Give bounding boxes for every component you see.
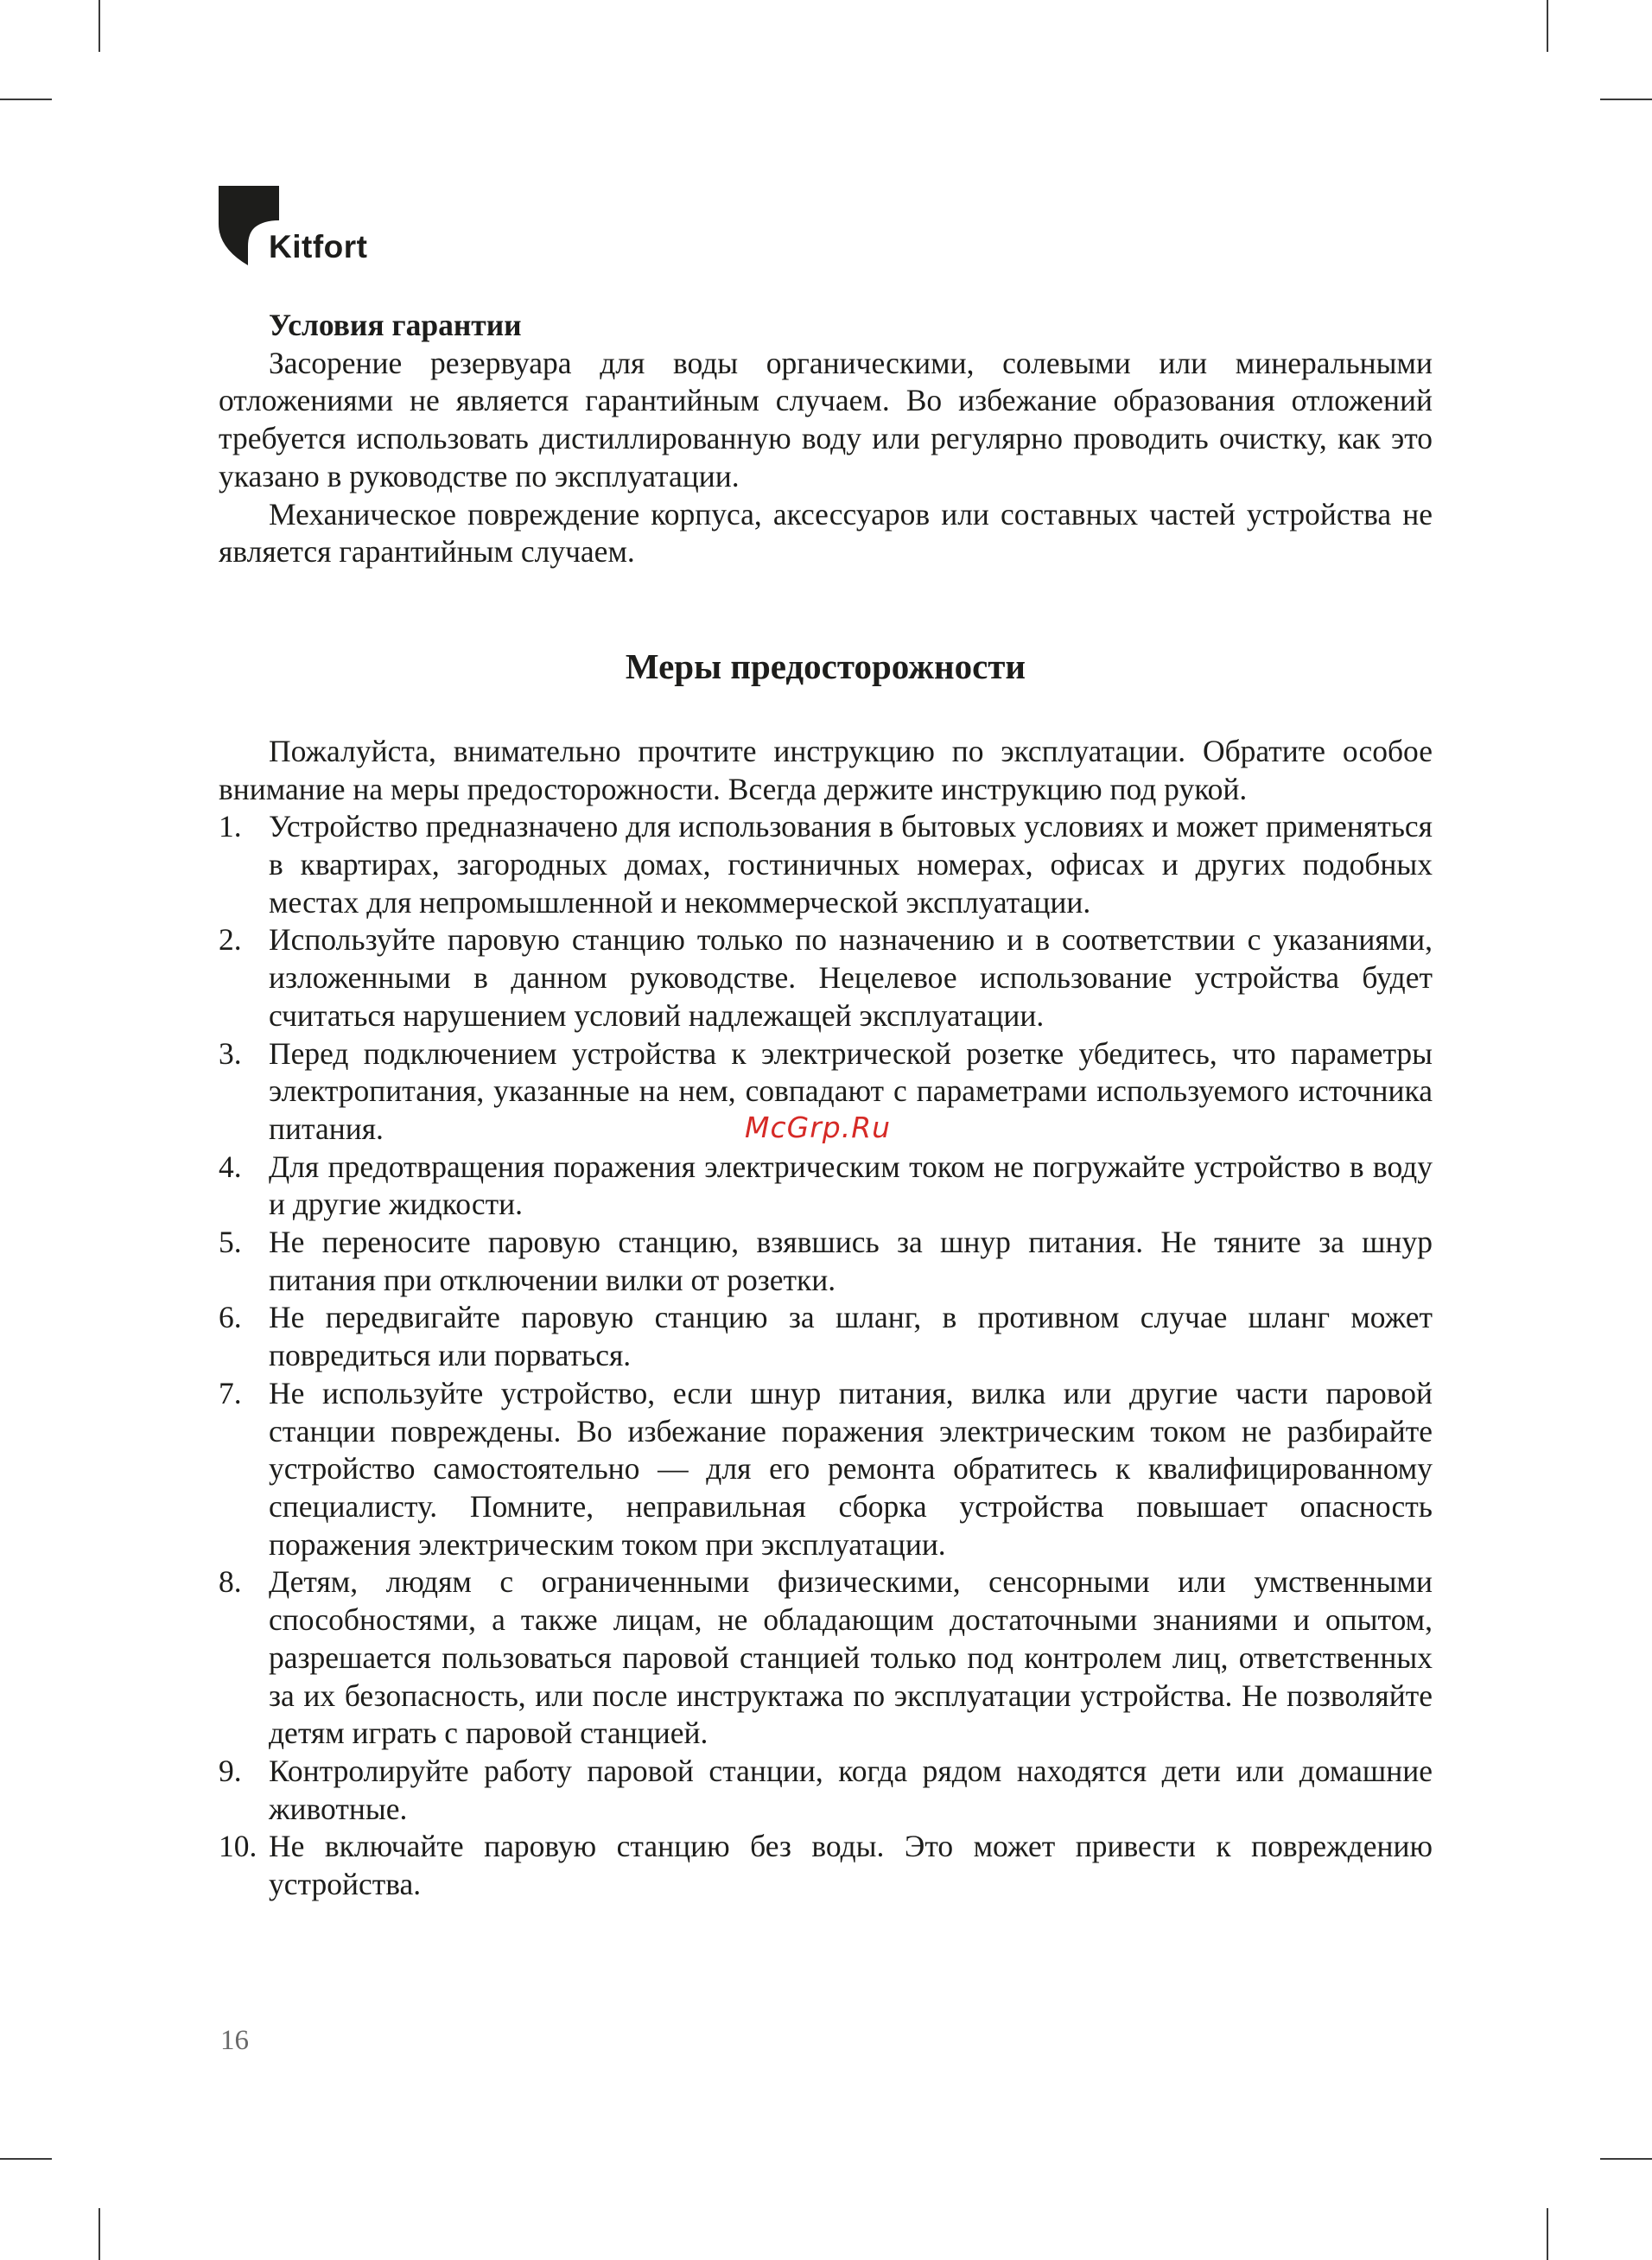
item-text: Для предотвращения поражения электрическим током не погружайте устройство в воду и другие жидкости. bbox=[269, 1149, 1433, 1222]
item-number: 7. bbox=[219, 1375, 242, 1410]
precautions-intro: Пожалуйста, внимательно прочтите инструкцию по эксплуатации. Обратите особое внимание на меры предосторожности. Всегда держите инструкцию под рукой. bbox=[219, 733, 1433, 806]
list-item bbox=[219, 1828, 1433, 1903]
warranty-paragraph: Засорение резервуара для воды органическими, солевыми или минеральными отложениями не является гарантийным случаем. Во избежание образования отложений требуется использовать дистиллированную воду или регулярно проводить очистку, как это указано в руководстве по эксплуатации. bbox=[219, 345, 1433, 493]
crop-mark bbox=[1547, 0, 1548, 52]
item-text: Перед подключением устройства к электрической розетке убедитесь, что параметры электропитания, указанные на нем, совпадают с параметрами используемого источника питания. bbox=[269, 1035, 1433, 1146]
watermark: McGrp.Ru bbox=[745, 1111, 892, 1144]
crop-mark bbox=[0, 99, 52, 100]
item-text: Не передвигайте паровую станцию за шланг, в противном случае шланг может повредиться или порваться. bbox=[269, 1300, 1433, 1373]
item-number: 3. bbox=[219, 1035, 242, 1071]
crop-mark bbox=[1547, 2208, 1548, 2260]
crop-mark bbox=[98, 0, 100, 52]
crop-mark bbox=[0, 2158, 52, 2160]
item-number: 10. bbox=[219, 1829, 257, 1864]
crop-mark bbox=[98, 2208, 100, 2260]
item-number: 6. bbox=[219, 1300, 242, 1335]
list-item bbox=[219, 808, 1433, 921]
brand-name: Kitfort bbox=[269, 229, 368, 264]
item-text: Не включайте паровую станцию без воды. Это может привести к повреждению устройства. bbox=[269, 1829, 1433, 1902]
list-item bbox=[219, 1299, 1433, 1374]
crop-mark bbox=[1600, 99, 1652, 100]
item-text: Контролируйте работу паровой станции, когда рядом находятся дети или домашние животные. bbox=[269, 1753, 1433, 1826]
item-number: 4. bbox=[219, 1149, 242, 1184]
item-text: Устройство предназначено для использования в бытовых условиях и может применяться в квартирах, загородных домах, гостиничных номерах, офисах и других подобных местах для непромышленной и некоммерческой эксплуатации. bbox=[269, 809, 1433, 920]
warranty-title: Условия гарантии bbox=[269, 308, 522, 342]
item-text: Не используйте устройство, если шнур питания, вилка или другие части паровой станции повреждены. Во избежание поражения электрическим током не разбирайте устройство самостоятельно — для его ремонта обратитесь к квалифицированному специалисту. Помните, неправильная сборка устройства повышает опасность поражения электрическим током при эксплуатации. bbox=[269, 1375, 1433, 1562]
item-number: 2. bbox=[219, 922, 242, 958]
list-item bbox=[219, 1149, 1433, 1224]
warranty-paragraph: Механическое повреждение корпуса, аксессуаров или составных частей устройства не является гарантийным случаем. bbox=[219, 496, 1433, 570]
item-number: 1. bbox=[219, 809, 242, 844]
list-item bbox=[219, 1375, 1433, 1564]
item-text: Детям, людям с ограниченными физическими, сенсорными или умственными способностями, а также лицам, не обладающим достаточными знаниями и опытом, разрешается пользоваться паровой станцией только под контролем лиц, ответственных за их безопасность, или после инструктажа по эксплуатации устройства. Не позволяйте детям играть с паровой станцией. bbox=[269, 1564, 1433, 1751]
list-item bbox=[219, 921, 1433, 1035]
page-number: 16 bbox=[220, 2025, 249, 2056]
precautions-list bbox=[219, 808, 1433, 1903]
list-item bbox=[219, 1753, 1433, 1828]
item-number: 9. bbox=[219, 1753, 242, 1788]
crop-mark bbox=[1600, 2158, 1652, 2160]
precautions-title: Меры предосторожности bbox=[625, 646, 1026, 686]
item-text: Используйте паровую станцию только по назначению и в соответствии с указаниями, изложенными в данном руководстве. Нецелевое использование устройства будет считаться нарушением условий надлежащей эксплуатации. bbox=[269, 922, 1433, 1033]
brand-logo bbox=[219, 186, 391, 272]
item-text: Не переносите паровую станцию, взявшись за шнур питания. Не тяните за шнур питания при отключении вилки от розетки. bbox=[269, 1225, 1433, 1297]
page-content bbox=[219, 307, 1433, 1904]
list-item bbox=[219, 1224, 1433, 1299]
item-number: 8. bbox=[219, 1564, 242, 1600]
list-item bbox=[219, 1563, 1433, 1753]
item-number: 5. bbox=[219, 1225, 242, 1260]
